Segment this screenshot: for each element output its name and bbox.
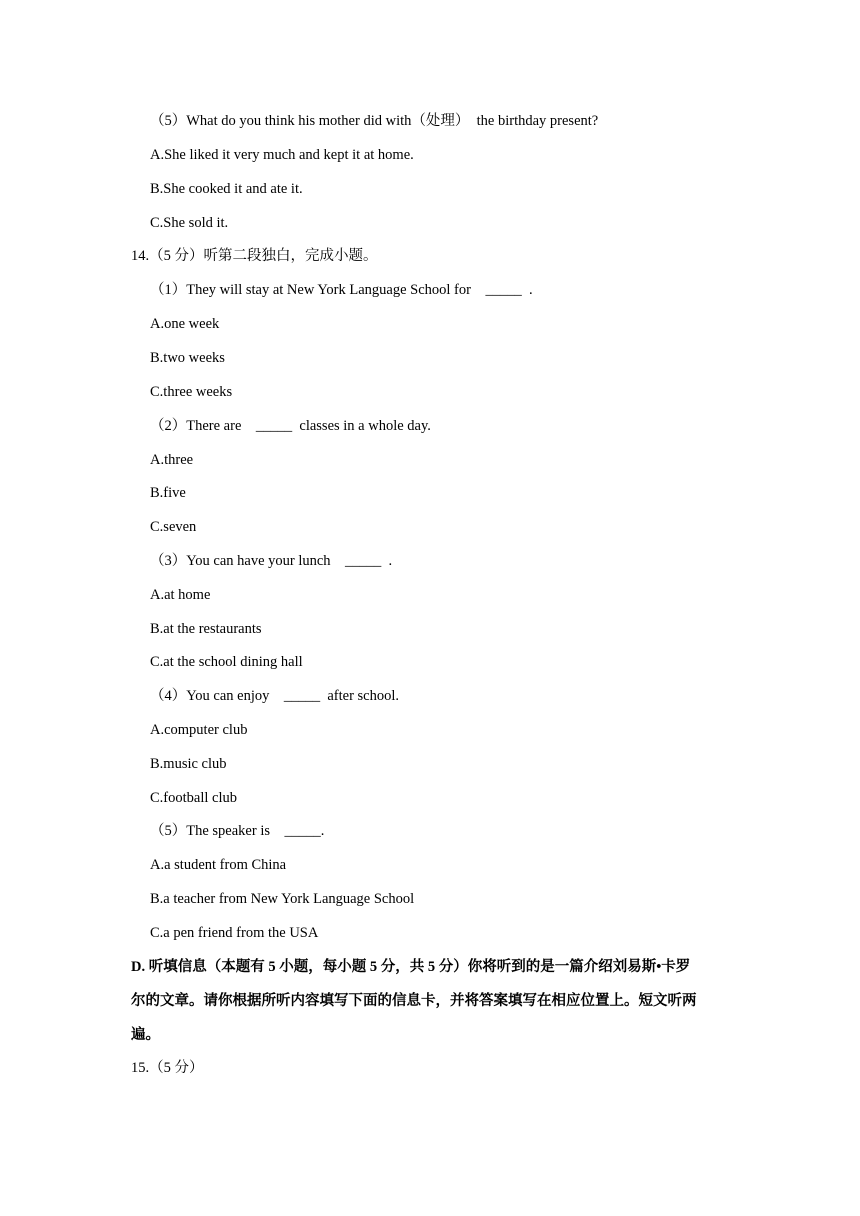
section-d-line-3: 遍。 (131, 1027, 160, 1043)
q14-sub4-option-a: A.computer club (150, 722, 248, 738)
q13-sub5-option-b: B.She cooked it and ate it. (150, 181, 303, 197)
q14-sub3-question: （3）You can have your lunch _____ . (150, 553, 393, 569)
q13-sub5-option-a: A.She liked it very much and kept it at home. (150, 147, 414, 163)
q14-heading: 14.（5 分）听第二段独白，完成小题。 (131, 248, 378, 264)
section-d-line-1: D. 听填信息（本题有 5 小题，每小题 5 分，共 5 分）你将听到的是一篇介绍刘易斯•卡罗 (131, 959, 691, 975)
q14-sub4-option-b: B.music club (150, 756, 227, 772)
section-d-line-2: 尔的文章。请你根据所听内容填写下面的信息卡，并将答案填写在相应位置上。短文听两 (131, 993, 697, 1009)
q14-sub5-question: （5）The speaker is _____. (150, 823, 325, 839)
q14-sub3-option-b: B.at the restaurants (150, 621, 262, 637)
q15-heading: 15.（5 分） (131, 1060, 204, 1076)
q14-sub4-question: （4）You can enjoy _____ after school. (150, 688, 400, 704)
q14-sub3-option-a: A.at home (150, 587, 211, 603)
q14-sub1-option-c: C.three weeks (150, 384, 233, 400)
q14-sub1-option-a: A.one week (150, 316, 220, 332)
q14-sub2-option-b: B.five (150, 485, 186, 501)
q13-sub5-option-c: C.She sold it. (150, 215, 229, 231)
q13-sub5-question: （5）What do you think his mother did with（处理） the birthday present? (150, 113, 599, 129)
q14-sub2-question: （2）There are _____ classes in a whole day. (150, 418, 431, 434)
q14-sub5-option-a: A.a student from China (150, 857, 287, 873)
q14-sub2-option-c: C.seven (150, 519, 197, 535)
q14-sub4-option-c: C.football club (150, 790, 237, 806)
q14-sub2-option-a: A.three (150, 452, 194, 468)
q14-sub5-option-c: C.a pen friend from the USA (150, 925, 319, 941)
q14-sub1-question: （1）They will stay at New York Language School for _____ . (150, 282, 533, 298)
q14-sub3-option-c: C.at the school dining hall (150, 654, 303, 670)
q14-sub1-option-b: B.two weeks (150, 350, 225, 366)
q14-sub5-option-b: B.a teacher from New York Language School (150, 891, 415, 907)
